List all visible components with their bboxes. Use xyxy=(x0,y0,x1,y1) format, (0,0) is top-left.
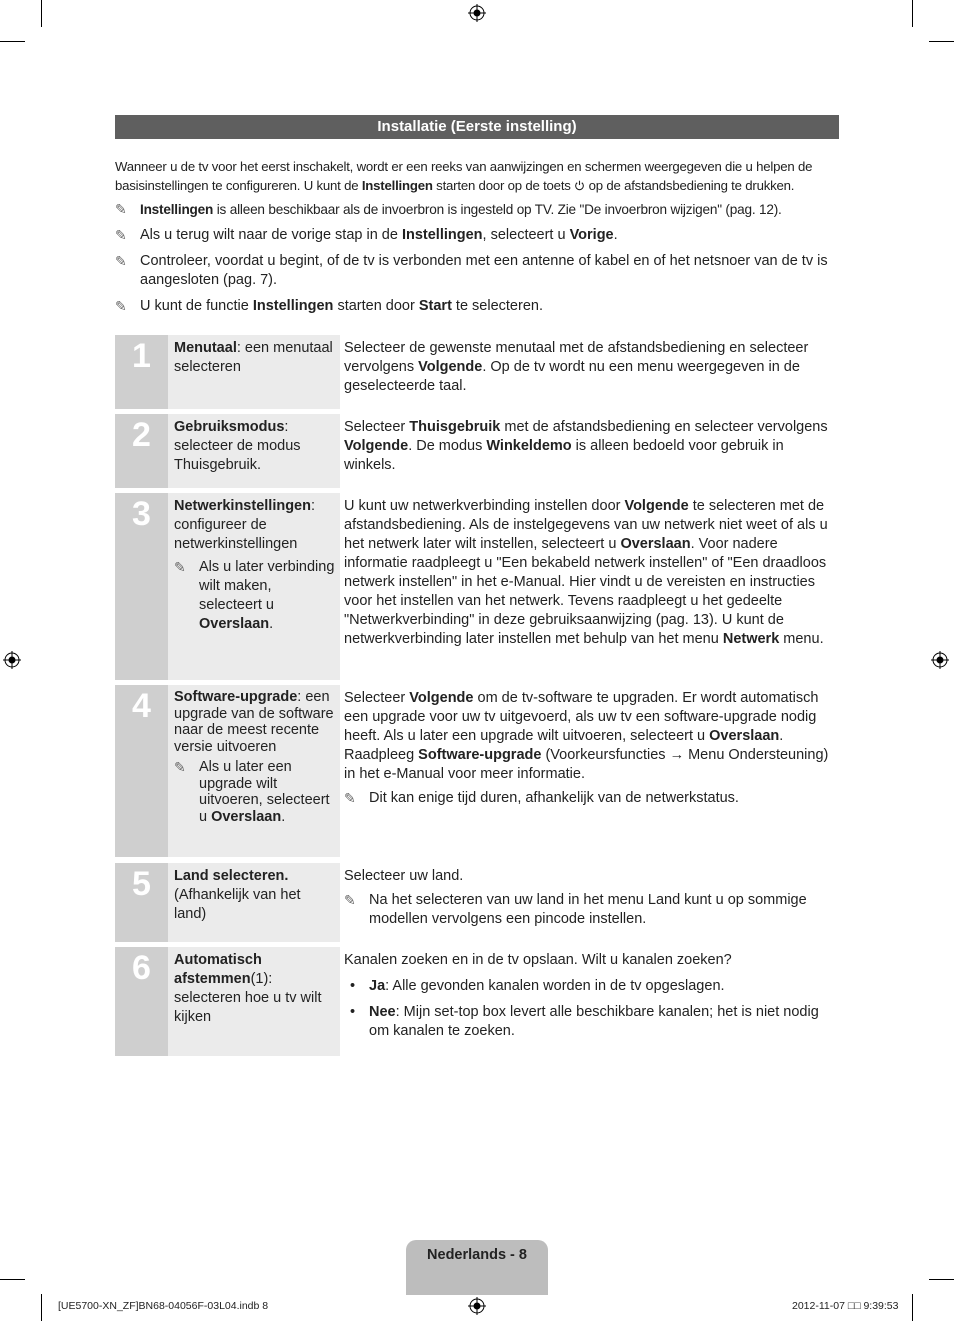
pencil-note-icon: ✎ xyxy=(115,298,127,314)
step-label-bold: Menutaal xyxy=(174,340,237,356)
step-3 xyxy=(115,493,839,680)
note-text: starten door xyxy=(333,298,419,314)
step-label-text: (1): selecteren hoe u tv wilt kijken xyxy=(174,971,322,1025)
list-item xyxy=(344,977,839,996)
intro-text: starten door op de toets xyxy=(432,178,575,193)
intro-paragraph xyxy=(115,157,839,195)
desc-text: Selecteer de gewenste menutaal met de afstandsbediening en selecteer vervolgens xyxy=(344,340,809,375)
desc-text: . Voor nadere informatie raadpleegt u "Een bekabeld netwerk instellen" of "Een draadloos netwerk instellen" in het e-Manual. Hier vindt u de vereisten en instructies voor het instellen van het netwerk. Tevens raadpleegt u het gedeelte "Netwerkverbinding" in deze gebruiksaanwijzing (pag. 13). U kunt de netwerkverbinding later instellen met behulp van het menu xyxy=(344,536,827,647)
step-label xyxy=(168,493,340,680)
step-number: 4 xyxy=(115,685,168,857)
crop-mark xyxy=(41,1294,42,1321)
desc-text: menu. xyxy=(779,631,824,647)
power-icon xyxy=(574,180,585,191)
step-label-text: : configureer de netwerkinstellingen xyxy=(174,498,316,552)
desc-bold: Overslaan xyxy=(620,536,691,552)
note-bold: Overslaan xyxy=(199,616,270,632)
crop-mark xyxy=(929,41,954,42)
desc-bold: Volgende xyxy=(344,438,409,454)
note-text: Als u later verbinding wilt maken, selecteert u xyxy=(199,559,335,613)
step-4 xyxy=(115,685,839,857)
desc-text: (Voorkeursfuncties → Menu Ondersteuning) in het e-Manual voor meer informatie. xyxy=(344,747,829,782)
step-1 xyxy=(115,335,839,409)
bullet-dot: • xyxy=(350,978,356,994)
step-label-bold: Netwerkinstellingen xyxy=(174,498,311,514)
registration-mark-icon xyxy=(931,651,949,669)
pencil-note-icon: ✎ xyxy=(174,759,186,775)
note-bold: Vorige xyxy=(569,227,614,243)
step-label-bold: Automatisch afstemmen xyxy=(174,952,262,987)
note-text: . xyxy=(613,227,618,243)
desc-bold: Winkeldemo xyxy=(486,438,572,454)
note-text: U kunt de functie xyxy=(140,298,253,314)
registration-mark-icon xyxy=(468,4,486,22)
desc-bold: Volgende xyxy=(418,359,483,375)
step-label-bold: Gebruiksmodus xyxy=(174,419,285,435)
crop-mark xyxy=(41,0,42,27)
note-bold: Overslaan xyxy=(211,808,282,825)
note-text: . xyxy=(269,616,274,632)
intro-bold: Instellingen xyxy=(361,178,433,193)
step-5 xyxy=(115,863,839,942)
desc-text: is alleen bedoeld voor gebruik in winkels. xyxy=(344,438,784,473)
step-label-note xyxy=(174,558,336,634)
step-label-text: : een menutaal selecteren xyxy=(174,340,333,375)
note-bold: Instellingen xyxy=(401,227,483,243)
crop-mark xyxy=(912,0,913,27)
note-text: . xyxy=(281,808,286,825)
desc-bold: Software-upgrade xyxy=(418,747,542,763)
bullet-text: : Mijn set-top box levert alle beschikbare kanalen; het is niet nodig om kanalen te zoeken. xyxy=(369,1004,819,1039)
step-label-text: : selecteer de modus Thuisgebruik. xyxy=(174,419,301,473)
step-label-note xyxy=(174,759,336,825)
note-text: Als u later een upgrade wilt uitvoeren, selecteert u xyxy=(199,759,330,825)
pencil-note-icon: ✎ xyxy=(115,227,127,243)
page-number-tab: Nederlands - 8 xyxy=(406,1240,548,1295)
desc-bold: Overslaan xyxy=(709,728,780,744)
step-label xyxy=(168,863,340,942)
pencil-note-icon: ✎ xyxy=(115,201,127,217)
note xyxy=(115,252,839,290)
desc-text: U kunt uw netwerkverbinding instellen door xyxy=(344,498,625,514)
crop-mark xyxy=(929,1279,954,1280)
desc-text: Selecteer xyxy=(344,690,410,706)
step-description-note xyxy=(344,789,839,808)
note xyxy=(115,226,839,245)
note-text: Als u terug wilt naar de vorige stap in de xyxy=(140,227,402,243)
step-number: 6 xyxy=(115,947,168,1056)
desc-text: Selecteer uw land. xyxy=(344,868,464,884)
step-description xyxy=(344,493,839,649)
note-bold: Start xyxy=(418,298,452,314)
note-text: Dit kan enige tijd duren, afhankelijk van de netwerkstatus. xyxy=(369,790,739,806)
desc-bold: Netwerk xyxy=(722,631,780,647)
desc-text: met de afstandsbediening en selecteer vervolgens xyxy=(500,419,828,435)
desc-text: . Raadpleeg xyxy=(344,728,784,763)
step-2 xyxy=(115,414,839,488)
bullet-bold: Ja xyxy=(369,978,386,994)
note xyxy=(115,200,839,219)
desc-bold: Volgende xyxy=(409,690,474,706)
note-bold: Instellingen xyxy=(140,202,214,217)
pencil-note-icon: ✎ xyxy=(174,559,186,575)
step-label xyxy=(168,414,340,488)
desc-text: . Op de tv wordt nu een menu weergegeven in de geselecteerde taal. xyxy=(344,359,800,394)
step-label-bold: Software-upgrade xyxy=(174,689,298,705)
step-number: 2 xyxy=(115,414,168,488)
note xyxy=(115,297,839,316)
step-label xyxy=(168,685,340,857)
step-number: 3 xyxy=(115,493,168,680)
step-label-text: : een upgrade van de software naar de meest recente versie uitvoeren xyxy=(174,689,334,755)
bullet-bold: Nee xyxy=(369,1004,396,1020)
pencil-note-icon: ✎ xyxy=(344,892,356,908)
note-text: te selecteren. xyxy=(451,298,543,314)
step-label-text: (Afhankelijk van het land) xyxy=(174,887,301,922)
step-number: 1 xyxy=(115,335,168,409)
desc-text: Selecteer xyxy=(344,419,410,435)
bullet-dot: • xyxy=(350,1004,356,1020)
pencil-note-icon: ✎ xyxy=(344,790,356,806)
pencil-note-icon: ✎ xyxy=(115,253,127,269)
desc-text: om de tv-software te upgraden. Er wordt automatisch een upgrade voor uw tv uitgevoerd, als uw tv een software-upgrade nodig heeft. Als u later een upgrade wilt uitvoeren, selecteert u xyxy=(344,690,819,744)
step-description xyxy=(344,414,839,475)
registration-mark-icon xyxy=(468,1297,486,1315)
step-6 xyxy=(115,947,839,1056)
desc-bold: Volgende xyxy=(624,498,689,514)
crop-mark xyxy=(912,1294,913,1321)
intro-text: Wanneer u de tv voor het eerst inschakelt, wordt er een reeks van aanwijzingen en schermen weergegeven die u helpen de basisinstellingen te configureren. U kunt de xyxy=(115,159,813,193)
crop-mark xyxy=(0,41,25,42)
desc-bold: Thuisgebruik xyxy=(409,419,501,435)
list-item xyxy=(344,1003,839,1041)
footer-timestamp: 2012-11-07 □□ 9:39:53 xyxy=(792,1300,899,1312)
step-description xyxy=(344,685,839,808)
step-description xyxy=(344,947,839,1041)
step-description xyxy=(344,863,839,929)
step-label xyxy=(168,947,340,1056)
desc-text: Kanalen zoeken en in de tv opslaan. Wilt u kanalen zoeken? xyxy=(344,952,732,968)
bullet-text: : Alle gevonden kanalen worden in de tv opgeslagen. xyxy=(385,978,725,994)
step-number: 5 xyxy=(115,863,168,942)
desc-text: . De modus xyxy=(408,438,487,454)
note-bold: Instellingen xyxy=(252,298,334,314)
step-label xyxy=(168,335,340,409)
step-label-bold: Land selecteren. xyxy=(174,868,289,884)
note-text: , selecteert u xyxy=(482,227,570,243)
note-text: Na het selecteren van uw land in het menu Land kunt u op sommige modellen vervolgens een pincode instellen. xyxy=(369,892,807,927)
note-text: Controleer, voordat u begint, of de tv is verbonden met een antenne of kabel en of het netsnoer van de tv is aangesloten (pag. 7). xyxy=(140,253,828,288)
registration-mark-icon xyxy=(3,651,21,669)
note-text: is alleen beschikbaar als de invoerbron is ingesteld op TV. Zie "De invoerbron wijzigen" (pag. 12). xyxy=(213,202,782,217)
section-title: Installatie (Eerste instelling) xyxy=(115,115,839,139)
desc-text: te selecteren met de afstandsbediening. Als de instelgegevens van uw netwerk niet weet of als u het netwerk later wilt instellen, selecteert u xyxy=(344,498,828,552)
step-description-note xyxy=(344,891,839,929)
crop-mark xyxy=(0,1279,25,1280)
intro-text: op de afstandsbediening te drukken. xyxy=(585,178,795,193)
footer-file-info: [UE5700-XN_ZF]BN68-04056F-03L04.indb 8 xyxy=(58,1300,269,1312)
step-description xyxy=(344,335,839,396)
